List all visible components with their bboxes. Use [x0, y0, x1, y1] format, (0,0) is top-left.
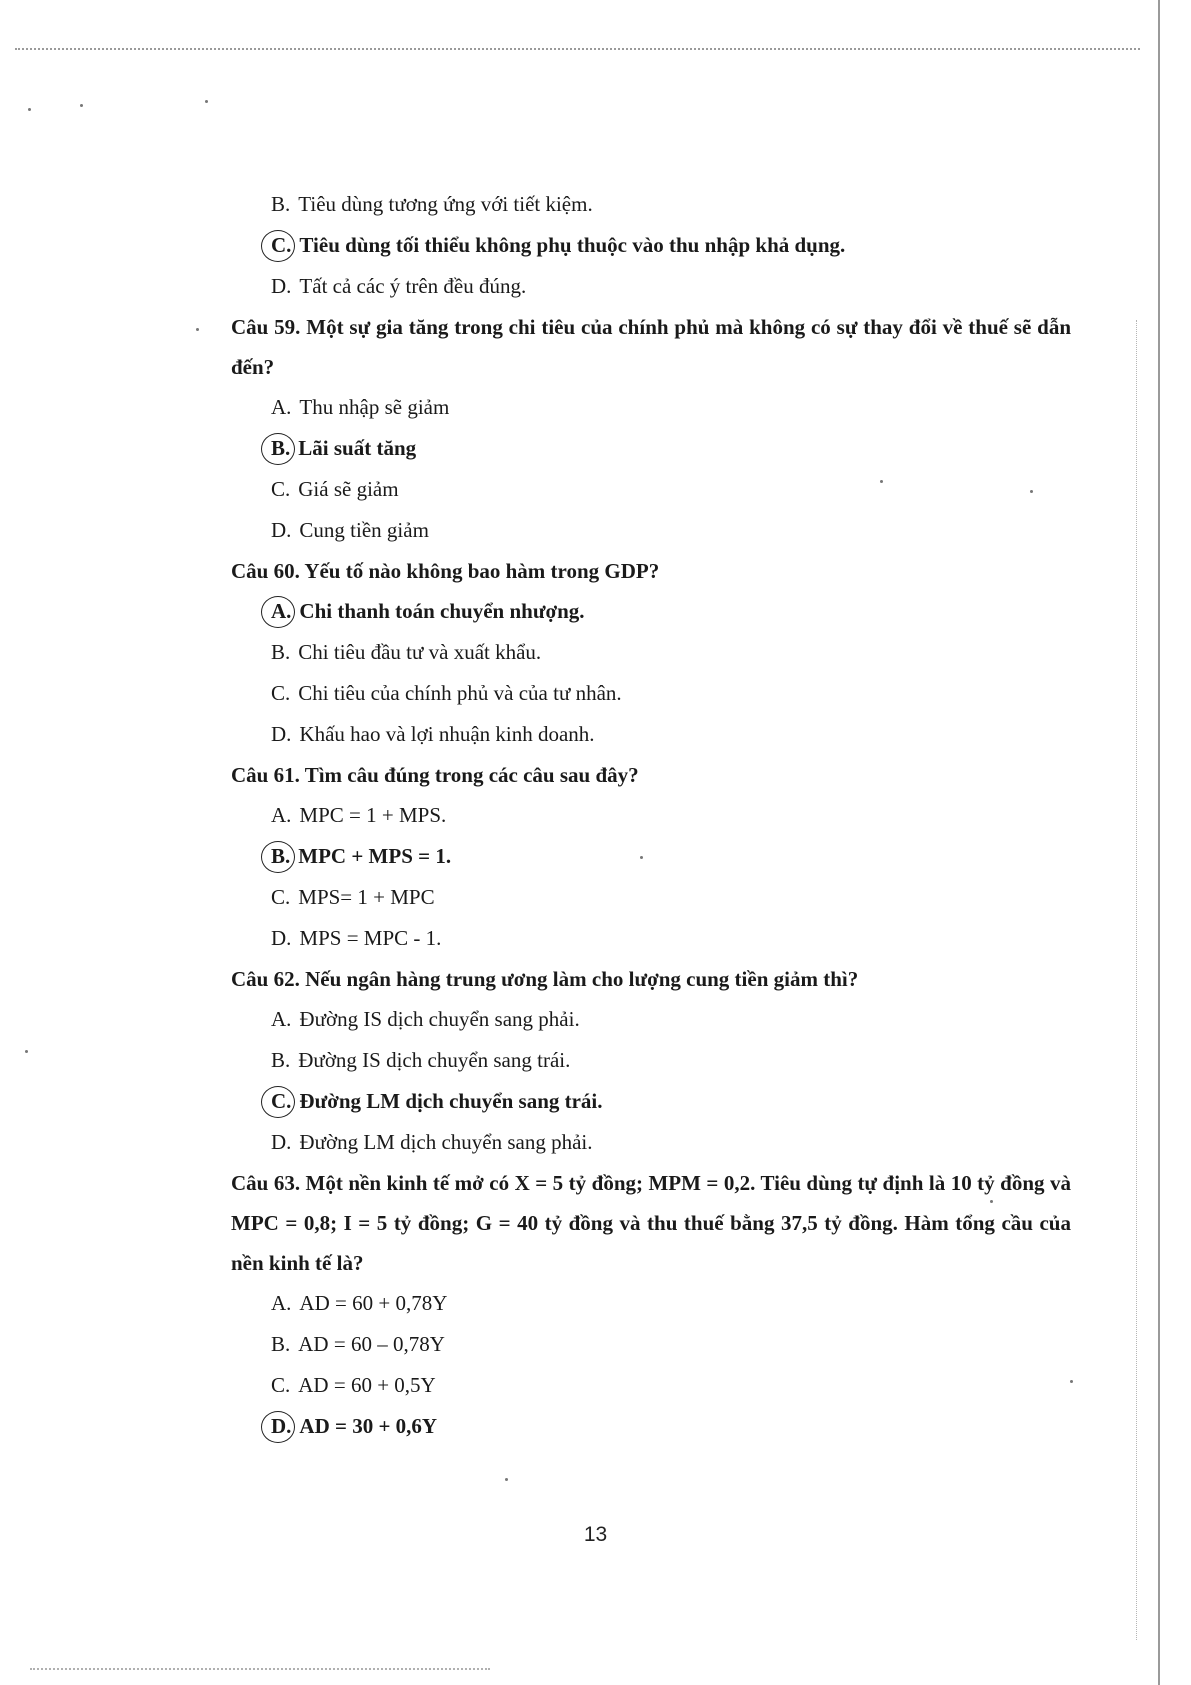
question-63 — [231, 1163, 1071, 1447]
option-letter: D. — [271, 274, 292, 298]
option-text: AD = 30 + 0,6Y — [299, 1414, 438, 1438]
question-62 — [231, 959, 1071, 1163]
option-text: AD = 60 – 0,78Y — [298, 1332, 445, 1356]
option-letter: C. — [271, 477, 291, 501]
option-letter: C. — [271, 1373, 291, 1397]
option-61-b-circled — [231, 836, 1071, 877]
option-text: Tiêu dùng tương ứng với tiết kiệm. — [298, 192, 593, 216]
option-text: Đường LM dịch chuyển sang trái. — [299, 1089, 603, 1113]
option-text: Đường LM dịch chuyển sang phải. — [299, 1130, 593, 1154]
option-text: MPS= 1 + MPC — [298, 885, 435, 909]
question-61 — [231, 755, 1071, 959]
option-text: Chi tiêu của chính phủ và của tư nhân. — [298, 681, 622, 705]
option-letter: D. — [271, 1406, 291, 1446]
page-number: 13 — [583, 1523, 608, 1546]
scan-right-edge — [1158, 0, 1160, 1685]
option-61-a — [231, 795, 1071, 836]
option-text: Đường IS dịch chuyển sang trái. — [298, 1048, 571, 1072]
scan-bottom-border — [30, 1668, 490, 1670]
option-62-a — [231, 999, 1071, 1040]
option-62-c-circled — [231, 1081, 1071, 1122]
option-text: Tiêu dùng tối thiểu không phụ thuộc vào thu nhập khả dụng. — [299, 233, 846, 257]
option-59-c — [231, 469, 1071, 510]
option-text: MPS = MPC - 1. — [299, 926, 442, 950]
option-letter: C. — [271, 885, 291, 909]
option-letter: A. — [271, 1007, 292, 1031]
question-text: Câu 59. Một sự gia tăng trong chi tiêu của chính phủ mà không có sự thay đổi về thuế sẽ dẫn đến? — [231, 315, 1071, 379]
scan-speck — [80, 104, 83, 107]
option-prev-d — [231, 266, 1071, 307]
option-text: Chi thanh toán chuyển nhượng. — [299, 599, 585, 623]
option-text: MPC + MPS = 1. — [298, 844, 452, 868]
option-62-b — [231, 1040, 1071, 1081]
option-63-a — [231, 1283, 1071, 1324]
option-60-c — [231, 673, 1071, 714]
option-letter: B. — [271, 640, 291, 664]
option-text: Khấu hao và lợi nhuận kinh doanh. — [299, 722, 595, 746]
option-63-d-circled — [231, 1406, 1071, 1447]
option-text: Giá sẽ giảm — [298, 477, 399, 501]
option-text: Lãi suất tăng — [298, 436, 417, 460]
option-59-d — [231, 510, 1071, 551]
option-letter: C. — [271, 225, 291, 265]
option-letter: B. — [271, 192, 291, 216]
option-60-a-circled — [231, 591, 1071, 632]
option-text: Tất cả các ý trên đều đúng. — [299, 274, 527, 298]
question-list — [231, 184, 1071, 1447]
option-letter: B. — [271, 1048, 291, 1072]
option-61-d — [231, 918, 1071, 959]
question-60 — [231, 551, 1071, 755]
option-letter: D. — [271, 926, 292, 950]
scan-speck — [505, 1478, 508, 1481]
option-text: Thu nhập sẽ giảm — [299, 395, 450, 419]
option-62-d — [231, 1122, 1071, 1163]
scan-speck — [196, 328, 199, 331]
option-text: Cung tiền giảm — [299, 518, 429, 542]
option-letter: B. — [271, 836, 290, 876]
option-letter: A. — [271, 803, 292, 827]
question-text: Câu 61. Tìm câu đúng trong các câu sau đây? — [231, 763, 639, 787]
questions — [231, 307, 1071, 1447]
option-text: AD = 60 + 0,78Y — [299, 1291, 448, 1315]
option-letter: C. — [271, 1081, 291, 1121]
scan-top-border — [15, 48, 1140, 50]
option-letter: B. — [271, 428, 290, 468]
scan-right-margin-noise — [1136, 320, 1137, 1640]
option-letter: D. — [271, 1130, 292, 1154]
option-60-d — [231, 714, 1071, 755]
option-text: Đường IS dịch chuyển sang phải. — [299, 1007, 580, 1031]
option-prev-b — [231, 184, 1071, 225]
option-text: Chi tiêu đầu tư và xuất khẩu. — [298, 640, 542, 664]
option-59-a — [231, 387, 1071, 428]
option-letter: C. — [271, 681, 291, 705]
option-letter: A. — [271, 1291, 292, 1315]
question-text: Câu 62. Nếu ngân hàng trung ương làm cho lượng cung tiền giảm thì? — [231, 967, 859, 991]
option-61-c — [231, 877, 1071, 918]
option-59-b-circled — [231, 428, 1071, 469]
option-63-c — [231, 1365, 1071, 1406]
previous-question-options — [231, 184, 1071, 307]
option-letter: D. — [271, 518, 292, 542]
option-text: MPC = 1 + MPS. — [299, 803, 447, 827]
option-letter: A. — [271, 591, 291, 631]
option-letter: A. — [271, 395, 292, 419]
option-letter: D. — [271, 722, 292, 746]
option-63-b — [231, 1324, 1071, 1365]
scan-speck — [28, 108, 31, 111]
option-letter: B. — [271, 1332, 291, 1356]
option-prev-c-circled — [231, 225, 1071, 266]
question-59 — [231, 307, 1071, 551]
question-text: Câu 60. Yếu tố nào không bao hàm trong GDP? — [231, 559, 660, 583]
scan-speck — [25, 1050, 28, 1053]
option-text: AD = 60 + 0,5Y — [298, 1373, 436, 1397]
scan-speck — [205, 100, 208, 103]
option-60-b — [231, 632, 1071, 673]
question-text: Câu 63. Một nền kinh tế mở có X = 5 tỷ đồng; MPM = 0,2. Tiêu dùng tự định là 10 tỷ đồng và MPC = 0,8; I = 5 tỷ đồng; G = 40 tỷ đồng và thu thuế bằng 37,5 tỷ đồng. Hàm tổng cầu của nền kinh tế là? — [231, 1171, 1071, 1275]
